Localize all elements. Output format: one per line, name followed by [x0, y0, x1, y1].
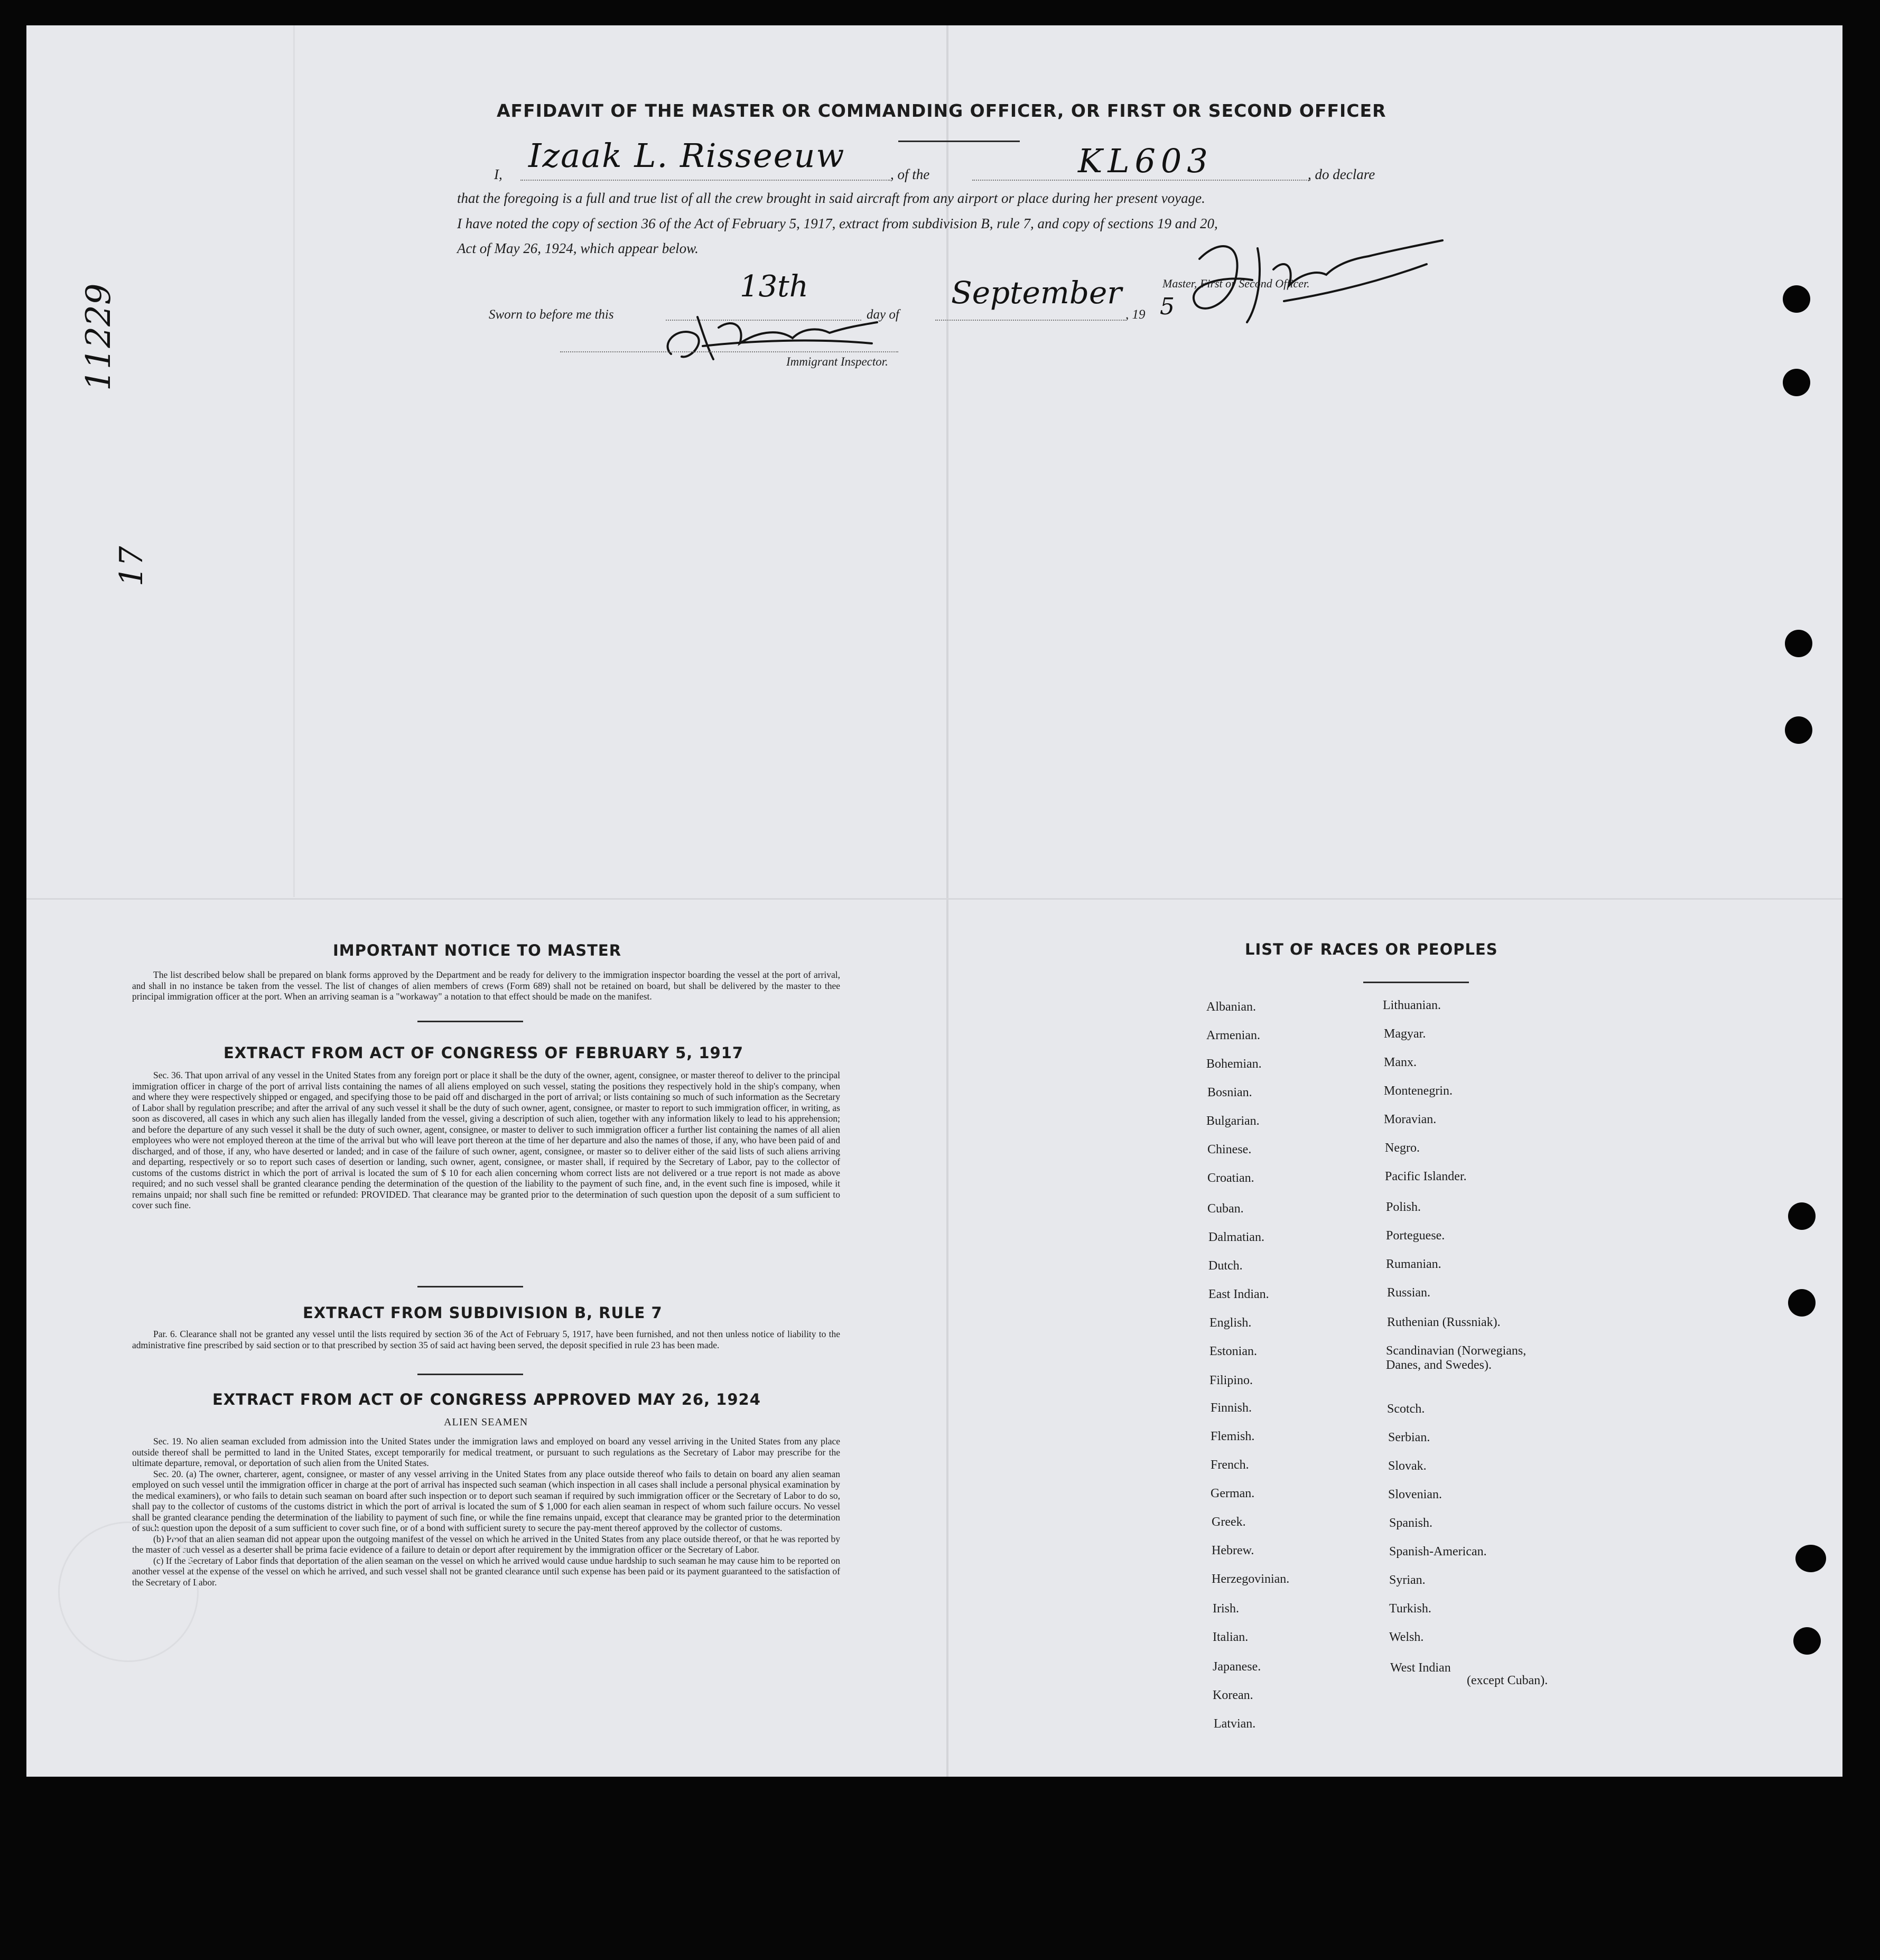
- extract-1924-text: [132, 1436, 840, 1588]
- race-item: Welsh.: [1389, 1630, 1424, 1644]
- race-item: Latvian.: [1214, 1717, 1256, 1731]
- race-item: Slovenian.: [1388, 1488, 1442, 1501]
- margin-handwritten-number: 11229: [79, 283, 118, 391]
- race-item: Spanish-American.: [1389, 1545, 1487, 1558]
- race-item: Hebrew.: [1212, 1544, 1254, 1557]
- extract-1917-title: EXTRACT FROM ACT OF CONGRESS OF FEBRUARY 5, 1917: [224, 1044, 744, 1062]
- race-item: Albanian.: [1206, 1000, 1256, 1014]
- punch-hole: [1788, 1289, 1816, 1317]
- races-rule: [1363, 982, 1469, 983]
- punch-hole: [1795, 1545, 1826, 1572]
- aircraft-handwritten: KL603: [1078, 142, 1213, 180]
- day-handwritten: 13th: [740, 269, 808, 304]
- race-item: Negro.: [1385, 1141, 1420, 1155]
- race-item: Irish.: [1213, 1602, 1239, 1616]
- year-prefix: , 19: [1125, 307, 1146, 322]
- race-item: Filipino.: [1209, 1374, 1253, 1387]
- par-6-paragraph: Par. 6. Clearance shall not be granted any vessel until the lists required by section 36 of the Act of February 5, 1917, have been furnished, and not then unless notice of liability to the administrative fine prescribed by said section or to that prescribed by section 35 of said act having been served, the deposit specified in rule 23 has been made.: [132, 1329, 840, 1350]
- month-handwritten: September: [951, 275, 1122, 311]
- punch-hole: [1785, 630, 1812, 657]
- race-item: Herzegovinian.: [1212, 1572, 1290, 1586]
- race-item: East Indian.: [1208, 1287, 1269, 1301]
- race-item: Dutch.: [1208, 1259, 1243, 1273]
- race-item: Magyar.: [1384, 1027, 1426, 1041]
- race-item: Moravian.: [1384, 1113, 1437, 1126]
- race-item: Armenian.: [1206, 1029, 1260, 1042]
- races-title: LIST OF RACES OR PEOPLES: [1245, 940, 1498, 958]
- affidavit-line-3: I have noted the copy of section 36 of the Act of February 5, 1917, extract from subdivision B, rule 7, and copy of sections 19 and 20,: [457, 216, 1218, 231]
- do-declare-label: , do declare: [1308, 166, 1375, 182]
- master-label: Master, First or Second Officer.: [1162, 277, 1310, 290]
- race-item: English.: [1209, 1316, 1252, 1330]
- race-item: Dalmatian.: [1208, 1230, 1264, 1244]
- race-item: Montenegrin.: [1384, 1084, 1453, 1098]
- race-item: Finnish.: [1211, 1401, 1252, 1415]
- race-item: Scotch.: [1387, 1402, 1425, 1416]
- race-item: Scandinavian (Norwegians,: [1386, 1344, 1527, 1358]
- race-item: Bohemian.: [1206, 1057, 1262, 1071]
- race-item: Italian.: [1213, 1630, 1249, 1644]
- notice-title: IMPORTANT NOTICE TO MASTER: [333, 941, 622, 959]
- title-rule: [898, 141, 1020, 142]
- embossed-seal: [58, 1522, 199, 1662]
- race-item: Russian.: [1387, 1286, 1431, 1300]
- fold-line-vertical: [946, 25, 948, 1777]
- month-blank: [935, 320, 1125, 321]
- race-item: Manx.: [1384, 1056, 1417, 1069]
- race-item: Slovak.: [1388, 1459, 1427, 1473]
- race-item: Rumanian.: [1386, 1257, 1441, 1271]
- race-item: Polish.: [1386, 1200, 1421, 1214]
- section-rule: [417, 1374, 523, 1375]
- i-label: I,: [494, 166, 502, 182]
- race-item: Korean.: [1213, 1688, 1253, 1702]
- sec-20c-paragraph: (c) If the Secretary of Labor finds that deportation of the alien seaman on the vessel on which he arrived would cause undue hardship to such seaman he may cause him to be reported on another vessel at the expense of the vessel on which he arrived, and such vessel shall not be granted clearance until such expense has been paid or its payment guaranteed to the satisfaction of the Secretary of Labor.: [132, 1555, 840, 1588]
- inspector-blank: [560, 351, 898, 352]
- notice-paragraph: The list described below shall be prepared on blank forms approved by the Department and be ready for delivery to the immigration inspector boarding the vessel at the port of arrival, and shall in no instance be taken from the vessel. The list of changes of alien members of crews (Form 689) shall not be retained on board, but shall be delivered by the master to thee principal immigration officer at the port. When an arriving seaman is a "workaway" a notation to that effect should be made on the manifest.: [132, 969, 840, 1002]
- subdivision-b-text: [132, 1329, 840, 1350]
- section-rule: [417, 1286, 523, 1287]
- race-item: Chinese.: [1207, 1143, 1252, 1156]
- subdivision-b-title: EXTRACT FROM SUBDIVISION B, RULE 7: [303, 1304, 663, 1322]
- affidavit-line-4: Act of May 26, 1924, which appear below.: [457, 240, 699, 256]
- sec-36-paragraph: Sec. 36. That upon arrival of any vessel in the United States from any foreign port or place it shall be the duty of the owner, agent, consignee, or master thereof to deliver to the principal immigration officer in charge of the port of arrival lists containing the names of all aliens employed on such vessel, stating the positions they respectively hold in the ship's company, when and where they were respectively shipped or engaged, and specifying those to be paid off and discharged in the port of arrival; or lists containing so much of such information as the Secretary of Labor shall by regulation prescribe; and after the arrival of any such vessel it shall be the duty of such owner, agent, consignee, or master to report to such immigration officer, in writing, as soon as discovered, all cases in which any such alien has illegally landed from the vessel, giving a description of such alien, together with any information likely to lead to his apprehension; and before the departure of any such vessel it shall be the duty of such owner, agent, consignee, or master to deliver to such immigration officer a further list containing the names of all alien employees who were not employed thereon at the time of the arrival but who will leave port thereon at the time of her departure and also the names of those, if any, who have been paid of and discharged, and of those, if any, who have deserted or landed; and in case of the failure of such owner, agent, consignee, or master so to deliver either of the said lists of such aliens arriving and departing, respectively or so to report such cases of desertion or landing, such owner, agent, consignee, or master shall, if required by the Secretary of Labor, pay to the collector of customs of the customs district in which the port of arrival is located the sum of $ 10 for each alien concerning whom correct lists are not delivered or a true report is not made as above required; and no such vessel shall be granted clearance pending the determination of the question of the liability to the payment of such fine, and, in the event such fine is imposed, while it remains unpaid; nor shall such fine be remitted or refunded: PROVIDED. That clearance may be granted prior to the determination of such question upon the deposit of a sum sufficient to cover such fine.: [132, 1070, 840, 1210]
- margin-handwritten-mark: 17: [113, 546, 150, 586]
- section-rule: [417, 1021, 523, 1022]
- fold-line-left: [293, 25, 295, 897]
- race-item: West Indian: [1390, 1661, 1451, 1675]
- race-item: Bulgarian.: [1206, 1114, 1260, 1128]
- day-of-label: day of: [867, 307, 899, 322]
- punch-hole: [1783, 285, 1810, 313]
- affidavit-line-2: that the foregoing is a full and true list of all the crew brought in said aircraft from any airport or place during her present voyage.: [457, 190, 1205, 206]
- sec-19-paragraph: Sec. 19. No alien seaman excluded from admission into the United States under the immigration laws and employed on board any vessel arriving in the United States from any place outside thereof shall be permitted to land in the United States, except temporarily for medical treatment, or pursuant to such regulations as the Secretary of Labor may prescribe for the ultimate departure, removal, or deportation of such alien from the United States.: [132, 1436, 840, 1468]
- race-item: Pacific Islander.: [1385, 1170, 1467, 1183]
- sec-20b-paragraph: (b) Proof that an alien seaman did not appear upon the outgoing manifest of the vessel on which he arrived in the United States from any place outside thereof, or that he was reported by the master of such vessel as a deserter shall be prima facie evidence of a failure to detain or deport after requirement by the immigration officer or the Secretary of Labor.: [132, 1533, 840, 1555]
- race-item: Croatian.: [1207, 1171, 1254, 1185]
- extract-1917-text: [132, 1070, 840, 1211]
- race-item: German.: [1211, 1487, 1255, 1500]
- race-item: Japanese.: [1213, 1660, 1261, 1674]
- race-item: Greek.: [1212, 1515, 1246, 1529]
- race-item: Porteguese.: [1386, 1229, 1445, 1243]
- race-item: Syrian.: [1389, 1573, 1426, 1587]
- sworn-label: Sworn to before me this: [489, 307, 614, 322]
- race-item: Serbian.: [1388, 1431, 1430, 1444]
- affidavit-title: AFFIDAVIT OF THE MASTER OR COMMANDING OFFICER, OR FIRST OR SECOND OFFICER: [497, 100, 1386, 121]
- punch-hole: [1785, 716, 1812, 744]
- notice-text: [132, 969, 840, 1002]
- race-item: French.: [1211, 1458, 1249, 1472]
- alien-seamen-subtitle: ALIEN SEAMEN: [444, 1416, 528, 1428]
- race-item: Lithuanian.: [1383, 998, 1441, 1012]
- race-item: Flemish.: [1211, 1430, 1255, 1443]
- race-item: Estonian.: [1209, 1345, 1257, 1358]
- master-name-handwritten: Izaak L. Risseeuw: [528, 136, 845, 175]
- name-blank: [520, 180, 890, 181]
- year-handwritten: 5: [1160, 293, 1175, 320]
- punch-hole: [1783, 369, 1810, 396]
- race-item: Cuban.: [1207, 1202, 1244, 1216]
- punch-hole: [1793, 1627, 1821, 1655]
- fold-line-horizontal: [26, 898, 1842, 900]
- race-item: Ruthenian (Russniak).: [1387, 1315, 1501, 1329]
- race-item: Turkish.: [1389, 1602, 1431, 1616]
- extract-1924-title: EXTRACT FROM ACT OF CONGRESS APPROVED MAY 26, 1924: [212, 1390, 761, 1408]
- punch-hole: [1788, 1202, 1816, 1230]
- inspector-label: Immigrant Inspector.: [786, 355, 888, 368]
- race-west-indian-continued: (except Cuban).: [1467, 1674, 1548, 1687]
- race-scandinavian-continued: Danes, and Swedes).: [1386, 1358, 1492, 1372]
- of-the-label: , of the: [890, 166, 930, 182]
- race-item: Bosnian.: [1207, 1086, 1252, 1099]
- race-item: Spanish.: [1389, 1516, 1433, 1530]
- sec-20a-paragraph: Sec. 20. (a) The owner, charterer, agent, consignee, or master of any vessel arriving in the United States from any place outside thereof who fails to detain on board any alien seaman employed on such vessel until the immigration officer in charge at the port of arrival has inspected such seaman (which inspection in all cases shall include a personal physical examination by the medical examiners), or who fails to detain such seaman on board after such inspection or to deport such seaman if required by such immigration officer or the Secretary of Labor to do so, shall pay to the collector of customs of the customs district in which the port of arrival is located the sum of $ 1,000 for each alien seaman in respect of whom such failure occurs. No vessel shall be granted clearance pending the determination of the liability to payment of such fine, or while the fine remains unpaid, except that clearance may be granted prior to the determination of such question upon the deposit of a sum sufficient to cover such fine, or of a bond with sufficient surety to secure the pay-ment thereof approved by the collector of customs.: [132, 1468, 840, 1533]
